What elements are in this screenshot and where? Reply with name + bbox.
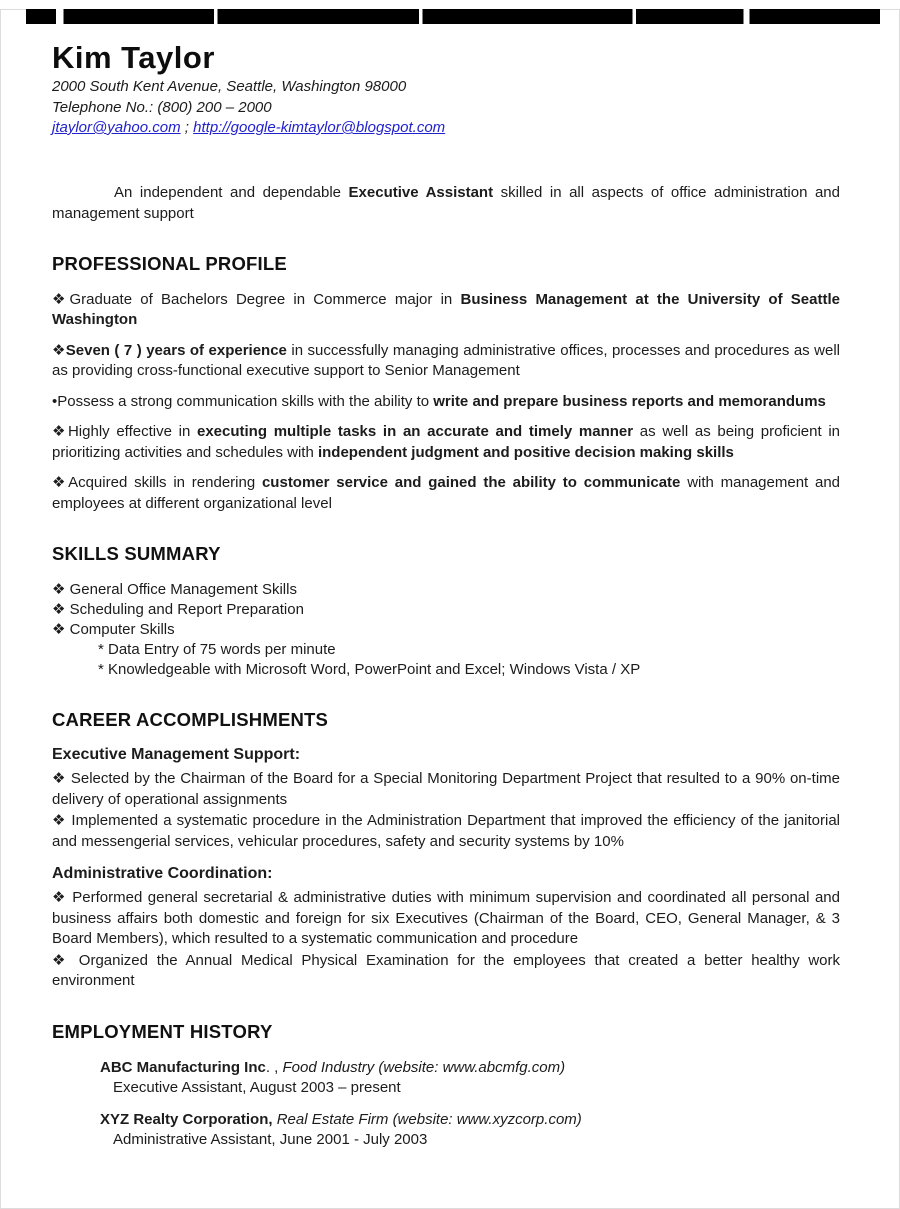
profile-bullet-3: [52, 392, 840, 413]
text-run: as well as being proficient in prioritizing activities and schedules with: [52, 423, 840, 461]
resume-document: [0, 9, 900, 1209]
profile-bullet-4: [52, 422, 840, 463]
section-heading-professional-profile: PROFESSIONAL PROFILE: [52, 252, 287, 274]
section-heading-employment-history: EMPLOYMENT HISTORY: [52, 1020, 273, 1042]
subsection-heading-executive-management-support: Executive Management Support:: [52, 746, 301, 763]
summary-paragraph: [52, 182, 840, 224]
website-link[interactable]: http://google-kimtaylor@blogspot.com: [193, 119, 446, 136]
profile-bullet-1: [52, 290, 840, 331]
job-company-line: [100, 1058, 840, 1079]
section-heading-career-accomplishments: CAREER ACCOMPLISHMENTS: [52, 709, 329, 730]
job-entry: [100, 1110, 840, 1151]
skill-item: ❖ General Office Management Skills: [52, 581, 297, 598]
job-position-line: Executive Assistant, August 2003 – present: [113, 1079, 401, 1096]
resume-page: [0, 40, 900, 1151]
summary-role-bold: Executive Assistant: [348, 183, 494, 201]
job-company-line: [100, 1110, 840, 1131]
bold-run: independent judgment and positive decision making skills: [317, 443, 734, 461]
summary-text-1: An independent and dependable: [114, 183, 349, 201]
text-run: Acquired skills in rendering: [68, 474, 262, 491]
contact-links-line: [52, 118, 840, 138]
dot-bullet-icon: •: [52, 392, 58, 410]
skill-subitem: * Knowledgeable with Microsoft Word, PowerPoint and Excel; Windows Vista / XP: [98, 661, 641, 678]
bold-run: executing multiple tasks in an accurate and timely manner: [196, 423, 634, 440]
diamond-bullet-icon: ❖: [52, 423, 68, 440]
candidate-name: Kim Taylor: [52, 40, 215, 75]
company-suffix: . ,: [265, 1058, 283, 1076]
job-position-line: Administrative Assistant, June 2001 - July 2003: [113, 1131, 428, 1148]
subsection-heading-administrative-coordination: Administrative Coordination:: [52, 865, 273, 882]
telephone-line: Telephone No.: (800) 200 – 2000: [52, 98, 272, 116]
text-run: Possess a strong communication skills with the ability to: [57, 392, 434, 410]
contact-separator: ;: [180, 119, 194, 136]
career-bullet: ❖ Implemented a systematic procedure in the Administration Department that improved the efficiency of the janitorial and messengerial services, vehicular procedures, safety and security systems by 10%: [52, 812, 840, 850]
bold-run: Business Management at the University of Seattle Washington: [52, 290, 840, 328]
diamond-bullet-icon: ❖: [52, 474, 69, 491]
skill-item: ❖ Computer Skills: [52, 621, 175, 638]
company-descriptor: Food Industry (website: www.abcmfg.com): [282, 1058, 566, 1076]
profile-bullet-2: [52, 341, 840, 382]
company-name: ABC Manufacturing Inc: [100, 1058, 266, 1076]
diamond-bullet-icon: ❖: [52, 290, 70, 308]
text-run: Graduate of Bachelors Degree in Commerce major in: [69, 290, 461, 308]
bold-run: Seven ( 7 ) years of experience: [65, 341, 287, 359]
bold-run: write and prepare business reports and memorandums: [433, 392, 826, 410]
skill-item: ❖ Scheduling and Report Preparation: [52, 601, 304, 618]
summary-text-2: skilled in all aspects of office administration and management support: [52, 183, 840, 222]
bold-run: customer service and gained the ability to communicate: [261, 474, 681, 491]
profile-bullet-5: [52, 473, 840, 514]
diamond-bullet-icon: ❖: [52, 341, 66, 359]
text-run: with management and employees at different organizational level: [52, 474, 841, 512]
text-run: Highly effective in: [67, 423, 197, 440]
email-link[interactable]: jtaylor@yahoo.com: [52, 119, 181, 136]
scanned-edge-bar: [26, 9, 880, 24]
career-bullet: ❖ Selected by the Chairman of the Board for a Special Monitoring Department Project that resulted to a 90% on-time delivery of operational assignments: [52, 770, 840, 808]
header: [52, 40, 840, 138]
career-bullet: ❖ Performed general secretarial & administrative duties with minimum supervision and coordinated all personal and business affairs both domestic and foreign for six Executives (Chairman of the Board, CEO, General Manager, & 3 Board Members), which resulted to a systematic communication and procedure: [52, 889, 840, 947]
address-line: 2000 South Kent Avenue, Seattle, Washington 98000: [52, 78, 407, 95]
text-run: in successfully managing administrative offices, processes and procedures as well as providing cross-functional executive support to Senior Management: [52, 341, 840, 379]
skills-list: [52, 580, 840, 680]
section-heading-skills-summary: SKILLS SUMMARY: [52, 543, 221, 564]
skill-subitem: * Data Entry of 75 words per minute: [98, 641, 336, 658]
job-entry: [100, 1058, 840, 1099]
company-name: XYZ Realty Corporation,: [100, 1110, 273, 1128]
career-bullet: ❖ Organized the Annual Medical Physical Examination for the employees that created a better healthy work environment: [52, 951, 840, 989]
company-descriptor: Real Estate Firm (website: www.xyzcorp.com): [276, 1110, 582, 1128]
